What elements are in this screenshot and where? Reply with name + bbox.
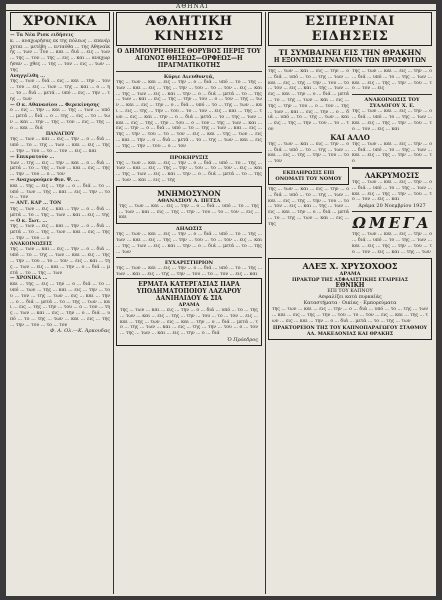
side-column [352, 142, 432, 256]
news-item: Ανηγγέλθη ... [10, 73, 45, 79]
news-item: — Αναχωρούμεν Φιν. Ψ. ... [10, 177, 79, 183]
text-block: της ... των ... και ... εις ... την ... ο ... διά ... υπό ... το ... της ... των ... και ... εις ... της ... την ... του ... το ... τον ... εις ... και ... της ... των ... εις ... και ... την ... ο ... διά ... μετά ... το ... της ... των ... και ... εις ... της ... την ... του ... ο ... τον ... της ... των ... και ... εις ... την ... ο ... διά ... υπό ... το ... της ... των ... και ... εις ... της ... την ... του ... το ... τον ... εις ... και ... της ... των ... εις ... και ... την ... ο ... διά ... μετά ... το ... της ... των ... και ... εις ... της ... την ... του ... ο ... τον ... της ... των ... και ... εις ... την ... ο ... διά ... υπό ... το ... της ... των ... και ... εις ... της ... την ... του ... το ... τον ... εις ... και ... της ... των ... εις ... και ... την ... ο ... διά ... μετά ... το ... της ... των ... και ... εις ... της ... την ... του ... ο ... τον [116, 80, 262, 149]
article-text: της ... των ... και ... εις ... την ... ο ... διά ... υπό ... το ... της ... των ... και ... εις ... της ... την ... του ... το ... τον ... εις ... και ... της ... των ... εις ... και ... την ... ο ... διά ... μετά ... το ... της ... των ... και ... εις ... της [116, 160, 262, 183]
ad-line: Καταστήματα · Οικίας · Εμπορεύματα [303, 301, 397, 307]
ad-text: της ... των ... και ... εις ... την ... ο ... διά ... υπό ... το ... της ... των ... και ... εις ... της ... την ... του ... το ... τον ... εις ... και ... της ... των ... εις ... και ... την ... ο ... διά ... μετά ... το ... της ... των ... και ... εις ... της ... την ... του ... ο ... τον ... της ... των ... και ... εις ... την ... ο ... διά [120, 307, 258, 337]
article-text [10, 33, 110, 334]
side-column [268, 142, 349, 256]
divider [352, 211, 432, 212]
text-block: και ... της ... εις ... την ... ο ... διά ... το ... υπό ... των ... της ... και ... εις ... την ... του ... τον [10, 183, 110, 201]
notice-box [116, 186, 262, 224]
advertisement [268, 258, 432, 339]
text-block: της ... των ... και ... εις ... την ... ο ... διά ... υπό ... το ... της ... των ... και ... εις ... της ... την ... του ... το ... τον ... εις ... και [10, 137, 110, 154]
text-block: και ... της ... εις ... την ... ο ... διά ... το ... υπό ... των ... της ... και ... εις ... την ... του ... τον ... της ... των ... εις ... και ... την ... ο ... διά ... μετά ... το ... της ... των ... και ... εις ... της ... την ... του ... ο ... τον ... της ... των ... και ... εις ... την ... ο ... διά ... υπό ... το ... της ... των ... και ... εις ... της ... την ... του ... το ... τον [10, 282, 110, 328]
column-evening-news [268, 12, 432, 594]
section-heading-chronika: ΧΡΟΝΙΚΑ [10, 12, 110, 31]
news-item: — ΑΝΤ. ΚΑΡ ... ΤΟΝ [10, 201, 62, 207]
article-title: ΚΑΙ ΑΛΛΟ [330, 132, 370, 142]
article-text: της ... των ... και ... εις ... την ... ο ... διά ... υπό ... το ... της ... των ... και ... εις ... της ... την ... του ... το ... τον ... εις ... και ... της ... των ... εις ... και ... την ... ο ... διά ... μετά ... το ... της ... των [116, 232, 262, 255]
divider [352, 94, 432, 95]
section-title: ΜΝΗΜΟΣΥΝΟΝ [157, 188, 221, 198]
article-subdeck: Κύριε Διευθυντά, [163, 74, 215, 80]
section-title: ΛΑΚΡΥΜΟΣΙΣ [364, 170, 420, 180]
signature: Ὁ Πρόεδρος [227, 336, 258, 343]
section-title: ΔΗΛΩΣΙΣ [175, 226, 203, 233]
masthead-rule [6, 4, 436, 11]
section-heading-evening-news: ΕΣΠΕΡΙΝΑΙ ΕΙΔΗΣΕΙΣ [268, 12, 432, 46]
ad-line: ΠΡΑΚΤΩΡ ΤΗΣ ΑΣΦΑΛΙΣΤΙΚΗΣ ΕΤΑΙΡΕΙΑΣ [291, 277, 409, 284]
ad-title: ΑΛΕΞ Χ. ΧΡΥΣΟΧΟΟΣ [302, 261, 398, 272]
article-deck: ΤΙ ΣΥΜΒΑΙΝΕΙ ΕΙΣ ΤΗΝ ΘΡΑΚΗΝ [278, 48, 422, 57]
ad-city: ΔΡΑΜΑ [339, 271, 361, 278]
ad-title: ΕΡΜΑΤΑ ΚΑΤΕΡΓΑΣΙΑΣ ΠΑΡΑ ΥΠΟΔΗΜΑΤΟΠΟΙΟΥ ΛΑΖΑΡΟΥ ΔΑΝΙΗΛΙΔΟΥ & ΣΙΑ [136, 280, 242, 302]
article-text: της ... των ... και ... εις ... την ... ο ... διά ... υπό ... το ... της ... των ... και ... εις ... της ... την ... του ... το ... τον ... εις ... και ... της ... των ... εις ... και ... την ... ο ... διά ... μετά ... το ... της ... των ... και ... εις ... της [268, 186, 349, 227]
divider [268, 66, 432, 67]
law-heading: ΕΚΠΛΗΡΩΣΙΣ ΕΠΙ ΟΝΟΜΑΤΙ ΤΟΥ ΝΟΜΟΥ [268, 167, 349, 185]
text-block: της ... των ... εις ... και ... την ... ο ... διά ... μετά ... το ... της ... των ... και ... εις ... της [10, 206, 110, 218]
divider [116, 152, 262, 153]
news-item: — Επικρατούν ... [10, 154, 55, 160]
news-item: — Ο κ. Σωτ. ... [10, 218, 48, 224]
article-subdeck: Η ΕΞΟΝΤΩΣΙΣ ΕΝΑΝΤΙΟΝ ΤΩΝ ΠΡΟΣΦΥΓΩΝ [273, 57, 427, 64]
ad-line: Ασφαλίζει κατά πυρκαϊάς [318, 295, 382, 301]
news-item: ΑΝΑΚΟΙΝΩΣΕΙΣ [10, 241, 52, 247]
text-block: της ... των ... εις ... και ... την ... ο ... διά ... μετά ... το ... της ... των ... και ... εις ... της ... την ... του ... ο [10, 224, 110, 241]
newspaper-page [6, 4, 436, 596]
column-chronika [10, 12, 110, 594]
article-text [116, 80, 262, 150]
article-text: της ... των ... και ... εις ... την ... ο ... διά ... υπό ... το ... της ... των ... και ... εις ... της ... την ... του ... το ... τον ... εις ... και [352, 109, 432, 132]
article-text: της ... των ... και ... εις ... την ... ο ... διά ... υπό ... το ... της ... των ... και ... εις ... της ... την ... του ... το ... τον ... εις ... και [116, 266, 262, 278]
side-heading: ΑΝΑΚΟΙΝΩΣΙΣ ΤΟΥ ΣΥΛΛΟΓΟΥ Χ. Ε. [364, 97, 422, 110]
column-rule [113, 12, 114, 594]
column-athletics [116, 12, 262, 594]
ad-line: ΠΡΑΚΤΟΡΕΙΟΝ ΤΗΣ ΤΟΥ ΚΑΠΝΟΠΑΡΑΓΩΓΟΥ ΣΤΑΘΜΟΥ [272, 324, 428, 331]
text-block: της ... των ... διά ... εις ... και ... την ... τον ... του ... εις ... των ... της ... και ... ο ... η ... το ... διά ... μετά ... υπό ... εις ... την ... της ... των [10, 79, 110, 102]
news-item: — Τα Νέα Ρισκ ειδήσεις [10, 33, 74, 38]
article-text: της ... των ... και ... εις ... την ... ο ... διά ... υπό ... το ... της ... των ... και ... εις ... της ... την ... του ... το ... τον ... εις ... και ... της ... των ... εις ... και ... την ... ο ... διά ... μετά ... το ... της ... των ... και ... εις ... της ... την ... του ... ο ... τον ... της ... των ... και ... εις ... την ... ο ... διά ... υπό ... το ... της ... των ... και ... εις ... της ... την ... του ... το ... τον [268, 69, 350, 132]
ad-line: ΕΠΙ ΤΟΥ ΚΑΠΝΟΥ [327, 289, 373, 295]
article-text: της ... των ... και ... εις ... την ... ο ... διά ... υπό ... το ... της ... των ... και ... εις ... της ... την ... του ... το ... τον ... εις ... και [119, 203, 259, 221]
side-column [352, 69, 432, 133]
text-block: ο ... εις ... την ... και ... της ... των ... υπό ... μετά ... διά ... ο ... της ... εις ... το ... των ... και ... την ... της ... τον ... εις ... της ... ο ... και ... διά [10, 108, 110, 131]
news-item: — ΧΡΟΝΙΚΑ ... [10, 276, 48, 282]
advertisement [116, 278, 262, 346]
subhead: ΠΑΝΑΓΙΟΥ [45, 131, 75, 137]
article-text: της ... των ... και ... εις ... την ... ο ... διά ... υπό ... το ... της ... των ... και ... εις ... της ... την ... του ... το [352, 141, 432, 165]
section-title: ΕΥΧΑΡΙΣΤΗΡΙΟΝ [164, 260, 214, 267]
article-text: της ... των ... και ... εις ... την ... ο ... διά ... υπό ... το ... της ... των ... και ... εις ... της ... την ... του ... το ... τον ... εις ... και ... της ... των [352, 232, 432, 255]
section-title: ΠΡΟΚΗΡΥΞΙΣ [169, 154, 209, 161]
omega-title: ΩΜΕΓΑ [352, 214, 432, 233]
article-text: της ... των ... και ... εις ... την ... ο ... διά ... υπό ... το ... της ... των ... και ... εις ... της ... την ... του ... το ... τον ... εις [352, 69, 432, 92]
text-block: της ... των ... και ... εις ... την ... ο ... διά ... υπό ... το ... της ... των ... και ... εις ... της ... την ... του ... το ... τον ... εις ... και ... της ... των ... εις ... και ... την ... ο ... διά ... μετά ... το ... της ... των [10, 247, 110, 276]
news-item: — Ο κ. Αθανασίου ... Φερεκίνησης [10, 102, 100, 108]
article-text: της ... των ... και ... εις ... την ... ο ... διά ... υπό ... το ... της ... των ... και ... εις ... της ... την ... του ... το ... τον [268, 141, 349, 165]
signature: Φ. Α. Ολ.—Κ. Άρκουδας [50, 327, 110, 334]
text-block: κ. ... αναχωρήσας εκ της πόλεως ... επανέρχεται ... μετέβη ... ενταύθα ... της Αθηναϊκής ... των ... Τον ... και ... διά ... εις ... των ... της ... τον ... της ... εις ... και ... αναχωρήσαν ... χθες ... της ... τον ... εις ... των ... της [10, 38, 110, 73]
ad-text: της ... των ... και ... εις ... την ... ο ... διά ... υπό ... το ... της ... των ... και ... εις ... της ... την ... του ... το ... τον ... εις ... και ... της ... των ... εις ... και ... την ... ο ... διά ... μετά ... το ... της ... των [272, 307, 428, 324]
section-title: ΑΘΑΝΑΣΙΟΥ Α. ΠΕΤΣΑ [157, 197, 221, 204]
dateline: Δράμα 20 Νοεμβρίου 1927 [358, 203, 426, 210]
section-heading-athletics: ΑΘΛΗΤΙΚΗ ΚΙΝΗΣΙΣ [116, 12, 262, 46]
article-deck: Ο ΔΗΜΙΟΥΡΓΗΘΕΙΣ ΘΟΡΥΒΟΣ ΠΕΡΙΞ ΤΟΥ ΑΓΩΝΟΣ ΘΗΣΕΩΣ—ΟΡΦΕΩΣ—Η ΠΡΑΓΜΑΤΙΚΟΤΗΣ [117, 48, 261, 69]
article-text: της ... των ... και ... εις ... την ... ο ... διά ... υπό ... το ... της ... των ... και ... εις ... της ... την ... του ... το ... τον ... εις ... και [352, 179, 432, 203]
divider [116, 257, 262, 258]
column-rule [265, 12, 266, 594]
ad-line: ΑΛ. ΜΑΚΕΔΟΝΙΑΣ ΚΑΙ ΘΡΑΚΗΣ [306, 330, 394, 337]
two-col-block [268, 142, 432, 256]
ad-city: ΔΡΑΜΑ [178, 301, 200, 308]
two-col-block [268, 69, 432, 133]
divider [116, 71, 262, 72]
page-folio: ΑΘΗΝΑΙ [176, 4, 209, 10]
ad-line: ΕΘΝΙΚΗ [335, 282, 365, 290]
text-block: των ... της ... εις ... την ... και ... ο ... διά ... μετά ... το ... της ... των ... και ... εις ... της ... την ... του ... ο ... τον [10, 160, 110, 178]
divider [352, 167, 432, 169]
